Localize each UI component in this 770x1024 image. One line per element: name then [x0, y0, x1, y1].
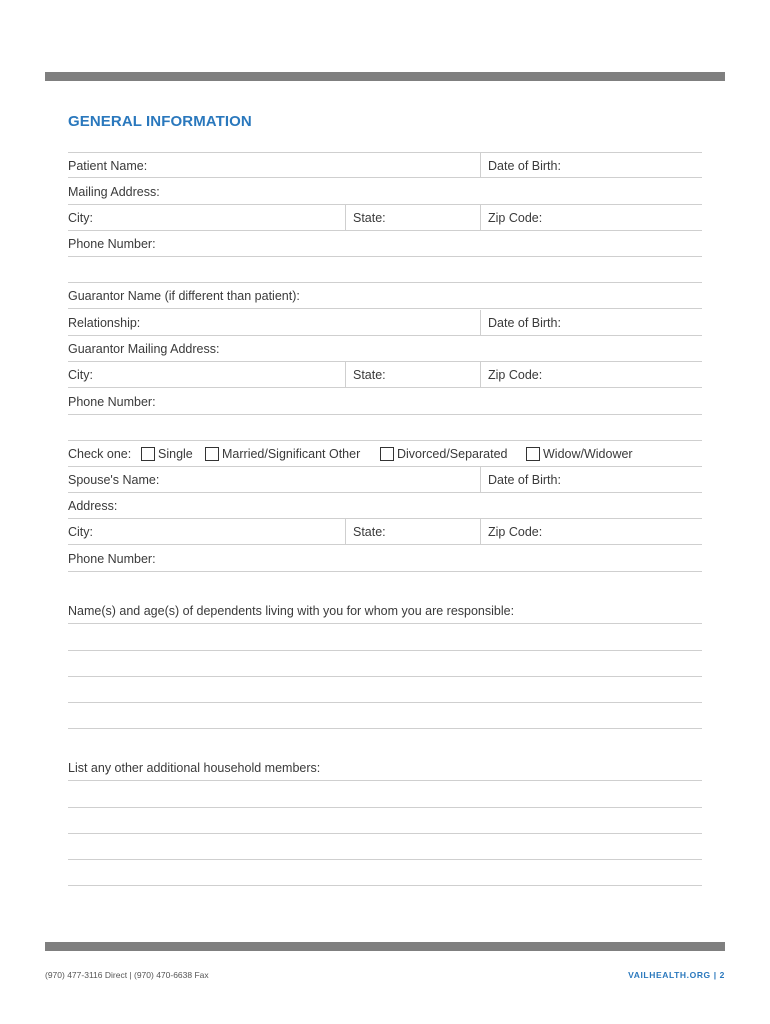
option-married[interactable]	[205, 445, 360, 463]
guarantor-zip-label: Zip Code:	[488, 368, 543, 382]
dependents-entry-line[interactable]	[68, 676, 702, 677]
spouse-phone-label: Phone Number:	[68, 552, 156, 566]
check-one-label: Check one:	[68, 447, 132, 461]
patient-mailing-label: Mailing Address:	[68, 185, 160, 199]
spouse-dob-label: Date of Birth:	[488, 473, 561, 487]
spouse-name-row[interactable]	[68, 467, 702, 493]
widow-checkbox[interactable]	[526, 447, 540, 461]
patient-city-label: City:	[68, 211, 93, 225]
patient-phone-row[interactable]	[68, 231, 702, 257]
divorced-checkbox[interactable]	[380, 447, 394, 461]
spouse-state-label: State:	[353, 525, 386, 539]
spouse-address-row[interactable]	[68, 493, 702, 519]
column-divider	[345, 519, 346, 544]
patient-name-row[interactable]	[68, 152, 702, 178]
guarantor-dob-label: Date of Birth:	[488, 316, 561, 330]
guarantor-phone-label: Phone Number:	[68, 395, 156, 409]
spouse-city-row[interactable]	[68, 519, 702, 545]
single-checkbox[interactable]	[141, 447, 155, 461]
guarantor-mailing-label: Guarantor Mailing Address:	[68, 342, 220, 356]
guarantor-state-label: State:	[353, 368, 386, 382]
section-title: GENERAL INFORMATION	[68, 113, 252, 130]
single-label: Single	[158, 447, 193, 461]
guarantor-phone-row[interactable]	[68, 389, 702, 415]
top-divider-bar	[45, 72, 725, 81]
column-divider	[345, 362, 346, 387]
patient-state-label: State:	[353, 211, 386, 225]
dependents-entry-line[interactable]	[68, 650, 702, 651]
marital-status-row	[68, 441, 702, 467]
household-entry-line[interactable]	[68, 833, 702, 834]
option-divorced[interactable]	[380, 445, 507, 463]
patient-dob-label: Date of Birth:	[488, 159, 561, 173]
blank-row	[68, 415, 702, 441]
spouse-phone-row[interactable]	[68, 546, 702, 572]
guarantor-city-row[interactable]	[68, 362, 702, 388]
patient-name-label: Patient Name:	[68, 159, 148, 173]
patient-zip-label: Zip Code:	[488, 211, 543, 225]
widow-label: Widow/Widower	[543, 447, 633, 461]
dependents-label-row	[68, 598, 702, 624]
spouse-name-label: Spouse's Name:	[68, 473, 160, 487]
spouse-zip-label: Zip Code:	[488, 525, 543, 539]
guarantor-mailing-row[interactable]	[68, 336, 702, 362]
bottom-divider-bar	[45, 942, 725, 951]
household-label: List any other additional household members:	[68, 761, 321, 775]
guarantor-name-label: Guarantor Name (if different than patient):	[68, 289, 300, 303]
household-label-row	[68, 755, 702, 781]
patient-mailing-row[interactable]	[68, 179, 702, 205]
blank-row	[68, 257, 702, 283]
dependents-label: Name(s) and age(s) of dependents living with you for whom you are responsible:	[68, 604, 515, 618]
married-checkbox[interactable]	[205, 447, 219, 461]
spouse-city-label: City:	[68, 525, 93, 539]
household-entry-line[interactable]	[68, 807, 702, 808]
option-widow[interactable]	[526, 445, 633, 463]
column-divider	[480, 519, 481, 544]
spouse-address-label: Address:	[68, 499, 118, 513]
household-entry-line[interactable]	[68, 885, 702, 886]
married-label: Married/Significant Other	[222, 447, 361, 461]
option-single[interactable]	[141, 445, 193, 463]
guarantor-name-row[interactable]	[68, 283, 702, 309]
guarantor-relationship-label: Relationship:	[68, 316, 141, 330]
column-divider	[480, 467, 481, 492]
column-divider	[480, 205, 481, 230]
patient-phone-label: Phone Number:	[68, 237, 156, 251]
guarantor-city-label: City:	[68, 368, 93, 382]
guarantor-relationship-row[interactable]	[68, 310, 702, 336]
column-divider	[480, 153, 481, 177]
column-divider	[480, 362, 481, 387]
column-divider	[480, 310, 481, 335]
dependents-entry-line[interactable]	[68, 702, 702, 703]
footer-site-page: VAILHEALTH.ORG | 2	[628, 970, 725, 980]
footer-contact: (970) 477-3116 Direct | (970) 470-6638 Fax	[45, 970, 209, 980]
dependents-entry-line[interactable]	[68, 728, 702, 729]
patient-city-row[interactable]	[68, 205, 702, 231]
divorced-label: Divorced/Separated	[397, 447, 508, 461]
household-entry-line[interactable]	[68, 859, 702, 860]
column-divider	[345, 205, 346, 230]
